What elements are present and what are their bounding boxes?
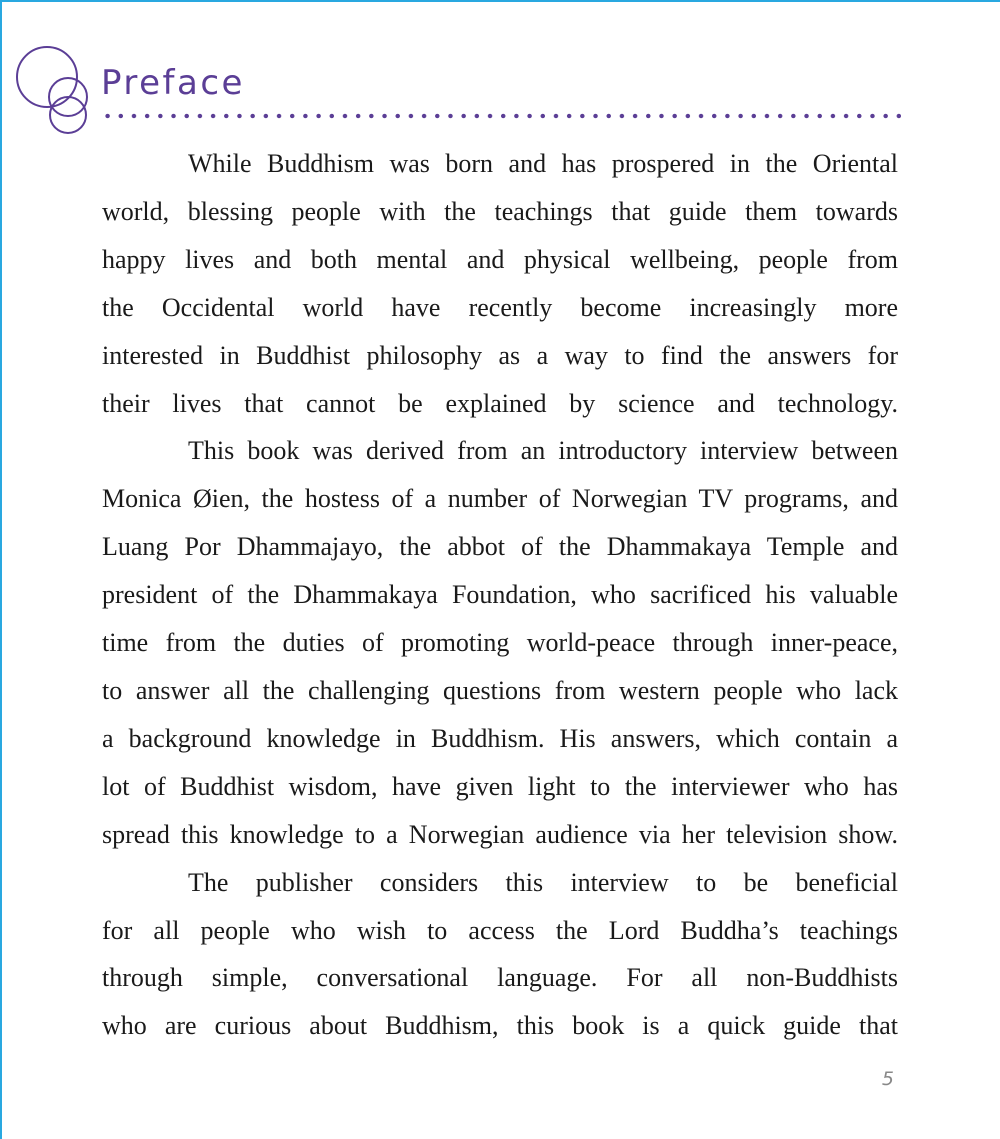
text-line: This book was derived from an introductory interview between — [188, 436, 898, 466]
text-line: While Buddhism was born and has prospered in the Oriental — [188, 149, 898, 178]
page-number: 5 — [881, 1068, 894, 1090]
text-line: world, blessing people with the teachings that guide them towards — [102, 196, 898, 226]
text-line: The publisher considers this interview to be beneficial — [188, 867, 898, 897]
text-line: to answer all the challenging questions from western people who lack — [102, 675, 898, 705]
paragraph-2 — [102, 427, 898, 858]
dotted-divider — [101, 112, 901, 120]
text-line: the Occidental world have recently become increasingly more — [102, 292, 898, 322]
text-line: Luang Por Dhammajayo, the abbot of the Dhammakaya Temple and — [102, 532, 898, 562]
text-line: spread this knowledge to a Norwegian audience via her television show. — [102, 819, 898, 849]
paragraph-1 — [102, 140, 898, 427]
text-line: through simple, conversational language. For all non-Buddhists — [102, 963, 898, 993]
text-line: their lives that cannot be explained by science and technology. — [102, 388, 898, 418]
text-line: president of the Dhammakaya Foundation, who sacrificed his valuable — [102, 580, 898, 610]
page-title: Preface — [101, 63, 245, 103]
paragraph-3 — [102, 859, 898, 1051]
text-line: a background knowledge in Buddhism. His answers, which contain a — [102, 723, 898, 753]
text-line: lot of Buddhist wisdom, have given light to the interviewer who has — [102, 771, 898, 801]
text-line: interested in Buddhist philosophy as a way to find the answers for — [102, 340, 898, 370]
interlocking-circles-logo-icon — [14, 42, 94, 134]
text-line: Monica Øien, the hostess of a number of Norwegian TV programs, and — [102, 484, 898, 514]
preface-body — [102, 140, 898, 1050]
text-line: who are curious about Buddhism, this book is a quick guide that — [102, 1011, 898, 1041]
text-line: time from the duties of promoting world-peace through inner-peace, — [102, 628, 898, 658]
text-line: happy lives and both mental and physical wellbeing, people from — [102, 244, 898, 274]
text-line: for all people who wish to access the Lord Buddha’s teachings — [102, 915, 898, 945]
